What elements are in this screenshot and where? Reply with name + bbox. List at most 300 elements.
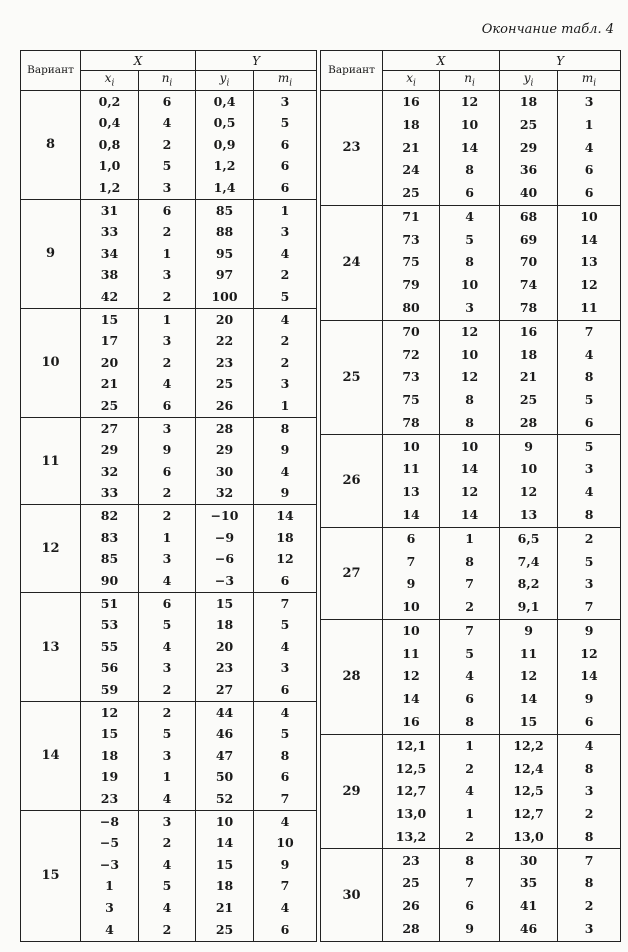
xi-value: 26 <box>383 895 440 918</box>
yi-value: 12 <box>500 481 558 504</box>
xi-value: 34 <box>81 243 139 264</box>
ni-value: 6 <box>440 895 500 918</box>
yi-value: 41 <box>500 895 558 918</box>
mi-value: 3 <box>558 917 621 941</box>
xi-value: 16 <box>383 91 440 115</box>
yi-value: 27 <box>196 679 254 701</box>
header-yi-symbol: y <box>523 71 531 86</box>
yi-value: 47 <box>196 745 254 766</box>
xi-value: 21 <box>383 137 440 160</box>
xi-value: −3 <box>81 854 139 875</box>
ni-value: 8 <box>440 711 500 735</box>
yi-value: 14 <box>196 833 254 854</box>
yi-value: 10 <box>196 810 254 832</box>
yi-value: 10 <box>500 458 558 481</box>
xi-value: 73 <box>383 366 440 389</box>
ni-value: 2 <box>139 505 196 527</box>
yi-value: 9 <box>500 435 558 459</box>
xi-value: 79 <box>383 274 440 297</box>
table-row <box>21 593 317 615</box>
mi-value: 6 <box>254 679 317 701</box>
xi-value: 7 <box>383 551 440 574</box>
header-ni-symbol: n <box>464 71 472 86</box>
ni-value: 6 <box>440 688 500 711</box>
yi-value: 25 <box>500 389 558 412</box>
table-row <box>321 435 621 459</box>
xi-value: 11 <box>383 458 440 481</box>
mi-value: 3 <box>254 222 317 243</box>
yi-value: 12,5 <box>500 780 558 803</box>
ni-value: 2 <box>139 483 196 505</box>
variant-number: 12 <box>21 505 81 593</box>
xi-value: 75 <box>383 251 440 274</box>
yi-value: 13 <box>500 504 558 528</box>
xi-value: 82 <box>81 505 139 527</box>
xi-value: 13 <box>383 481 440 504</box>
xi-value: 1 <box>81 876 139 897</box>
yi-value: 9 <box>500 619 558 643</box>
xi-value: −8 <box>81 810 139 832</box>
xi-value: 14 <box>383 504 440 528</box>
yi-value: 0,4 <box>196 91 254 113</box>
ni-value: 8 <box>440 849 500 873</box>
mi-value: 5 <box>254 724 317 745</box>
mi-value: 4 <box>558 734 621 758</box>
ni-value: 5 <box>139 724 196 745</box>
ni-value: 1 <box>440 734 500 758</box>
yi-value: 1,4 <box>196 177 254 199</box>
header-ni-index: i <box>471 78 475 89</box>
yi-value: 74 <box>500 274 558 297</box>
mi-value: 12 <box>558 643 621 666</box>
variant-number: 14 <box>21 702 81 811</box>
table-row <box>321 849 621 873</box>
variant-number: 9 <box>21 199 81 308</box>
xi-value: 10 <box>383 619 440 643</box>
mi-value: 4 <box>254 461 317 482</box>
mi-value: 8 <box>254 417 317 439</box>
xi-value: 9 <box>383 573 440 596</box>
mi-value: 6 <box>558 182 621 206</box>
mi-value: 4 <box>254 702 317 724</box>
yi-value: 97 <box>196 265 254 286</box>
ni-value: 3 <box>139 265 196 286</box>
xi-value: 3 <box>81 897 139 918</box>
mi-value: 8 <box>558 872 621 895</box>
xi-value: 27 <box>81 417 139 439</box>
ni-value: 12 <box>440 481 500 504</box>
xi-value: 10 <box>383 435 440 459</box>
ni-value: 4 <box>139 570 196 592</box>
ni-value: 5 <box>440 643 500 666</box>
mi-value: 6 <box>254 177 317 199</box>
yi-value: 40 <box>500 182 558 206</box>
mi-value: 2 <box>254 265 317 286</box>
mi-value: 6 <box>254 134 317 155</box>
mi-value: 7 <box>254 876 317 897</box>
header-ni <box>139 71 196 91</box>
ni-value: 5 <box>440 229 500 252</box>
header-ni <box>440 71 500 91</box>
mi-value: 6 <box>558 411 621 435</box>
yi-value: 15 <box>500 711 558 735</box>
xi-value: 24 <box>383 159 440 182</box>
yi-value: 95 <box>196 243 254 264</box>
mi-value: 9 <box>558 619 621 643</box>
ni-value: 2 <box>139 919 196 942</box>
yi-value: 25 <box>196 919 254 942</box>
xi-value: 33 <box>81 222 139 243</box>
table-row <box>21 505 317 527</box>
yi-value: 30 <box>500 849 558 873</box>
ni-value: 2 <box>139 352 196 373</box>
ni-value: 2 <box>139 286 196 308</box>
mi-value: 3 <box>558 458 621 481</box>
mi-value: 4 <box>254 308 317 330</box>
yi-value: 100 <box>196 286 254 308</box>
yi-value: 52 <box>196 788 254 810</box>
mi-value: 7 <box>254 788 317 810</box>
ni-value: 12 <box>440 320 500 344</box>
ni-value: 5 <box>139 156 196 177</box>
ni-value: 6 <box>139 395 196 417</box>
variant-number: 29 <box>321 734 383 849</box>
xi-value: 51 <box>81 593 139 615</box>
ni-value: 7 <box>440 872 500 895</box>
ni-value: 3 <box>139 417 196 439</box>
ni-value: 6 <box>139 199 196 221</box>
header-xi-index: i <box>111 78 115 89</box>
ni-value: 4 <box>139 788 196 810</box>
ni-value: 6 <box>139 461 196 482</box>
xi-value: 19 <box>81 767 139 788</box>
header-mi-symbol: m <box>277 71 290 86</box>
xi-value: 15 <box>81 724 139 745</box>
yi-value: 50 <box>196 767 254 788</box>
ni-value: 8 <box>440 551 500 574</box>
ni-value: 10 <box>440 435 500 459</box>
ni-value: 10 <box>440 274 500 297</box>
header-mi-index: i <box>593 78 597 89</box>
variant-number: 30 <box>321 849 383 942</box>
mi-value: 4 <box>254 897 317 918</box>
xi-value: 13,0 <box>383 803 440 826</box>
variant-number: 15 <box>21 810 81 941</box>
xi-value: 80 <box>383 297 440 321</box>
mi-value: 7 <box>558 320 621 344</box>
ni-value: 4 <box>139 854 196 875</box>
yi-value: 68 <box>500 205 558 229</box>
mi-value: 2 <box>254 352 317 373</box>
variant-number: 27 <box>321 527 383 619</box>
data-table-container <box>20 50 620 942</box>
yi-value: 32 <box>196 483 254 505</box>
mi-value: 8 <box>558 825 621 849</box>
table-row <box>321 91 621 115</box>
xi-value: 23 <box>383 849 440 873</box>
xi-value: 13,2 <box>383 825 440 849</box>
yi-value: 12,2 <box>500 734 558 758</box>
xi-value: 21 <box>81 374 139 395</box>
table-row <box>321 619 621 643</box>
mi-value: 3 <box>254 658 317 679</box>
mi-value: 5 <box>558 551 621 574</box>
ni-value: 3 <box>139 331 196 352</box>
mi-value: 9 <box>558 688 621 711</box>
ni-value: 2 <box>139 222 196 243</box>
header-mi-symbol: m <box>581 71 594 86</box>
yi-value: 78 <box>500 297 558 321</box>
ni-value: 2 <box>139 679 196 701</box>
xi-value: 0,8 <box>81 134 139 155</box>
mi-value: 3 <box>558 91 621 115</box>
ni-value: 2 <box>440 596 500 620</box>
ni-value: 7 <box>440 573 500 596</box>
ni-value: 2 <box>139 134 196 155</box>
xi-value: 33 <box>81 483 139 505</box>
ni-value: 10 <box>440 344 500 367</box>
yi-value: 18 <box>500 344 558 367</box>
yi-value: 23 <box>196 352 254 373</box>
yi-value: 85 <box>196 199 254 221</box>
mi-value: 10 <box>558 205 621 229</box>
xi-value: 25 <box>81 395 139 417</box>
table-row <box>21 199 317 221</box>
ni-value: 4 <box>139 636 196 657</box>
mi-value: 5 <box>558 435 621 459</box>
mi-value: 14 <box>254 505 317 527</box>
xi-value: 12,7 <box>383 780 440 803</box>
mi-value: 8 <box>558 758 621 781</box>
xi-value: 72 <box>383 344 440 367</box>
ni-value: 10 <box>440 114 500 137</box>
ni-value: 8 <box>440 159 500 182</box>
xi-value: 1,2 <box>81 177 139 199</box>
xi-value: 12 <box>81 702 139 724</box>
yi-value: 20 <box>196 636 254 657</box>
mi-value: 4 <box>558 137 621 160</box>
xi-value: 56 <box>81 658 139 679</box>
ni-value: 9 <box>139 440 196 461</box>
table-row <box>321 527 621 551</box>
header-ni-index: i <box>169 78 173 89</box>
mi-value: 4 <box>254 243 317 264</box>
yi-value: 21 <box>196 897 254 918</box>
yi-value: 30 <box>196 461 254 482</box>
mi-value: 18 <box>254 527 317 548</box>
yi-value: 46 <box>196 724 254 745</box>
table-left <box>20 50 317 942</box>
header-xi <box>81 71 139 91</box>
yi-value: 16 <box>500 320 558 344</box>
yi-value: −10 <box>196 505 254 527</box>
header-group-y: Y <box>500 51 621 71</box>
xi-value: 15 <box>81 308 139 330</box>
ni-value: 12 <box>440 91 500 115</box>
header-yi-symbol: y <box>219 71 227 86</box>
ni-value: 3 <box>139 177 196 199</box>
yi-value: −3 <box>196 570 254 592</box>
xi-value: 18 <box>383 114 440 137</box>
table-row <box>321 205 621 229</box>
yi-value: 21 <box>500 366 558 389</box>
xi-value: 11 <box>383 643 440 666</box>
yi-value: 12 <box>500 665 558 688</box>
header-xi <box>383 71 440 91</box>
xi-value: 71 <box>383 205 440 229</box>
mi-value: 2 <box>558 895 621 918</box>
header-yi <box>196 71 254 91</box>
xi-value: 31 <box>81 199 139 221</box>
mi-value: 1 <box>558 114 621 137</box>
mi-value: 6 <box>254 919 317 942</box>
yi-value: 7,4 <box>500 551 558 574</box>
mi-value: 2 <box>558 527 621 551</box>
xi-value: 16 <box>383 711 440 735</box>
mi-value: 9 <box>254 483 317 505</box>
variant-number: 13 <box>21 593 81 702</box>
mi-value: 10 <box>254 833 317 854</box>
xi-value: 12 <box>383 665 440 688</box>
xi-value: 23 <box>81 788 139 810</box>
table-right <box>320 50 621 942</box>
ni-value: 1 <box>139 243 196 264</box>
yi-value: 35 <box>500 872 558 895</box>
mi-value: 9 <box>254 854 317 875</box>
yi-value: 28 <box>196 417 254 439</box>
mi-value: 6 <box>254 156 317 177</box>
xi-value: 90 <box>81 570 139 592</box>
yi-value: 29 <box>500 137 558 160</box>
yi-value: 15 <box>196 854 254 875</box>
yi-value: 44 <box>196 702 254 724</box>
yi-value: 12,7 <box>500 803 558 826</box>
mi-value: 1 <box>254 199 317 221</box>
yi-value: 18 <box>196 615 254 636</box>
variant-number: 26 <box>321 435 383 527</box>
mi-value: 9 <box>254 440 317 461</box>
ni-value: 2 <box>440 758 500 781</box>
xi-value: 25 <box>383 872 440 895</box>
mi-value: 4 <box>558 481 621 504</box>
mi-value: 8 <box>558 504 621 528</box>
mi-value: 3 <box>254 91 317 113</box>
mi-value: 5 <box>254 286 317 308</box>
table-row <box>21 308 317 330</box>
ni-value: 2 <box>139 833 196 854</box>
mi-value: 4 <box>254 810 317 832</box>
header-yi-index: i <box>530 78 534 89</box>
ni-value: 1 <box>440 527 500 551</box>
mi-value: 14 <box>558 229 621 252</box>
variant-number: 24 <box>321 205 383 320</box>
yi-value: 70 <box>500 251 558 274</box>
ni-value: 6 <box>139 593 196 615</box>
ni-value: 6 <box>440 182 500 206</box>
ni-value: 14 <box>440 137 500 160</box>
ni-value: 14 <box>440 504 500 528</box>
mi-value: 6 <box>254 570 317 592</box>
mi-value: 12 <box>558 274 621 297</box>
header-group-x: X <box>383 51 500 71</box>
ni-value: 1 <box>139 767 196 788</box>
yi-value: 29 <box>196 440 254 461</box>
xi-value: 75 <box>383 389 440 412</box>
yi-value: 46 <box>500 917 558 941</box>
ni-value: 3 <box>440 297 500 321</box>
yi-value: 18 <box>500 91 558 115</box>
xi-value: 78 <box>383 411 440 435</box>
table-row <box>21 810 317 832</box>
table-row <box>21 91 317 113</box>
yi-value: 6,5 <box>500 527 558 551</box>
ni-value: 1 <box>139 527 196 548</box>
xi-value: 42 <box>81 286 139 308</box>
header-xi-symbol: x <box>406 71 413 86</box>
xi-value: 17 <box>81 331 139 352</box>
xi-value: 53 <box>81 615 139 636</box>
header-mi <box>558 71 621 91</box>
yi-value: 28 <box>500 411 558 435</box>
ni-value: 3 <box>139 658 196 679</box>
ni-value: 5 <box>139 876 196 897</box>
header-group-y: Y <box>196 51 317 71</box>
yi-value: 12,4 <box>500 758 558 781</box>
variant-number: 28 <box>321 619 383 734</box>
header-xi-index: i <box>412 78 416 89</box>
mi-value: 7 <box>558 596 621 620</box>
xi-value: 0,4 <box>81 113 139 134</box>
table-row <box>321 734 621 758</box>
variant-number: 25 <box>321 320 383 435</box>
xi-value: 25 <box>383 182 440 206</box>
mi-value: 11 <box>558 297 621 321</box>
xi-value: 70 <box>383 320 440 344</box>
yi-value: 23 <box>196 658 254 679</box>
xi-value: 18 <box>81 745 139 766</box>
xi-value: 28 <box>383 917 440 941</box>
yi-value: 22 <box>196 331 254 352</box>
ni-value: 4 <box>440 205 500 229</box>
yi-value: 88 <box>196 222 254 243</box>
xi-value: 85 <box>81 549 139 570</box>
xi-value: 6 <box>383 527 440 551</box>
yi-value: 25 <box>500 114 558 137</box>
header-yi <box>500 71 558 91</box>
header-variant: Вариант <box>21 51 81 91</box>
xi-value: 38 <box>81 265 139 286</box>
variant-number: 23 <box>321 91 383 206</box>
ni-value: 9 <box>440 917 500 941</box>
variant-number: 10 <box>21 308 81 417</box>
yi-value: 1,2 <box>196 156 254 177</box>
xi-value: 4 <box>81 919 139 942</box>
ni-value: 12 <box>440 366 500 389</box>
mi-value: 3 <box>254 374 317 395</box>
mi-value: 6 <box>558 711 621 735</box>
xi-value: 55 <box>81 636 139 657</box>
yi-value: 9,1 <box>500 596 558 620</box>
xi-value: 83 <box>81 527 139 548</box>
ni-value: 8 <box>440 389 500 412</box>
xi-value: 29 <box>81 440 139 461</box>
ni-value: 3 <box>139 810 196 832</box>
yi-value: 36 <box>500 159 558 182</box>
mi-value: 13 <box>558 251 621 274</box>
ni-value: 4 <box>139 113 196 134</box>
xi-value: 10 <box>383 596 440 620</box>
table-row <box>21 417 317 439</box>
